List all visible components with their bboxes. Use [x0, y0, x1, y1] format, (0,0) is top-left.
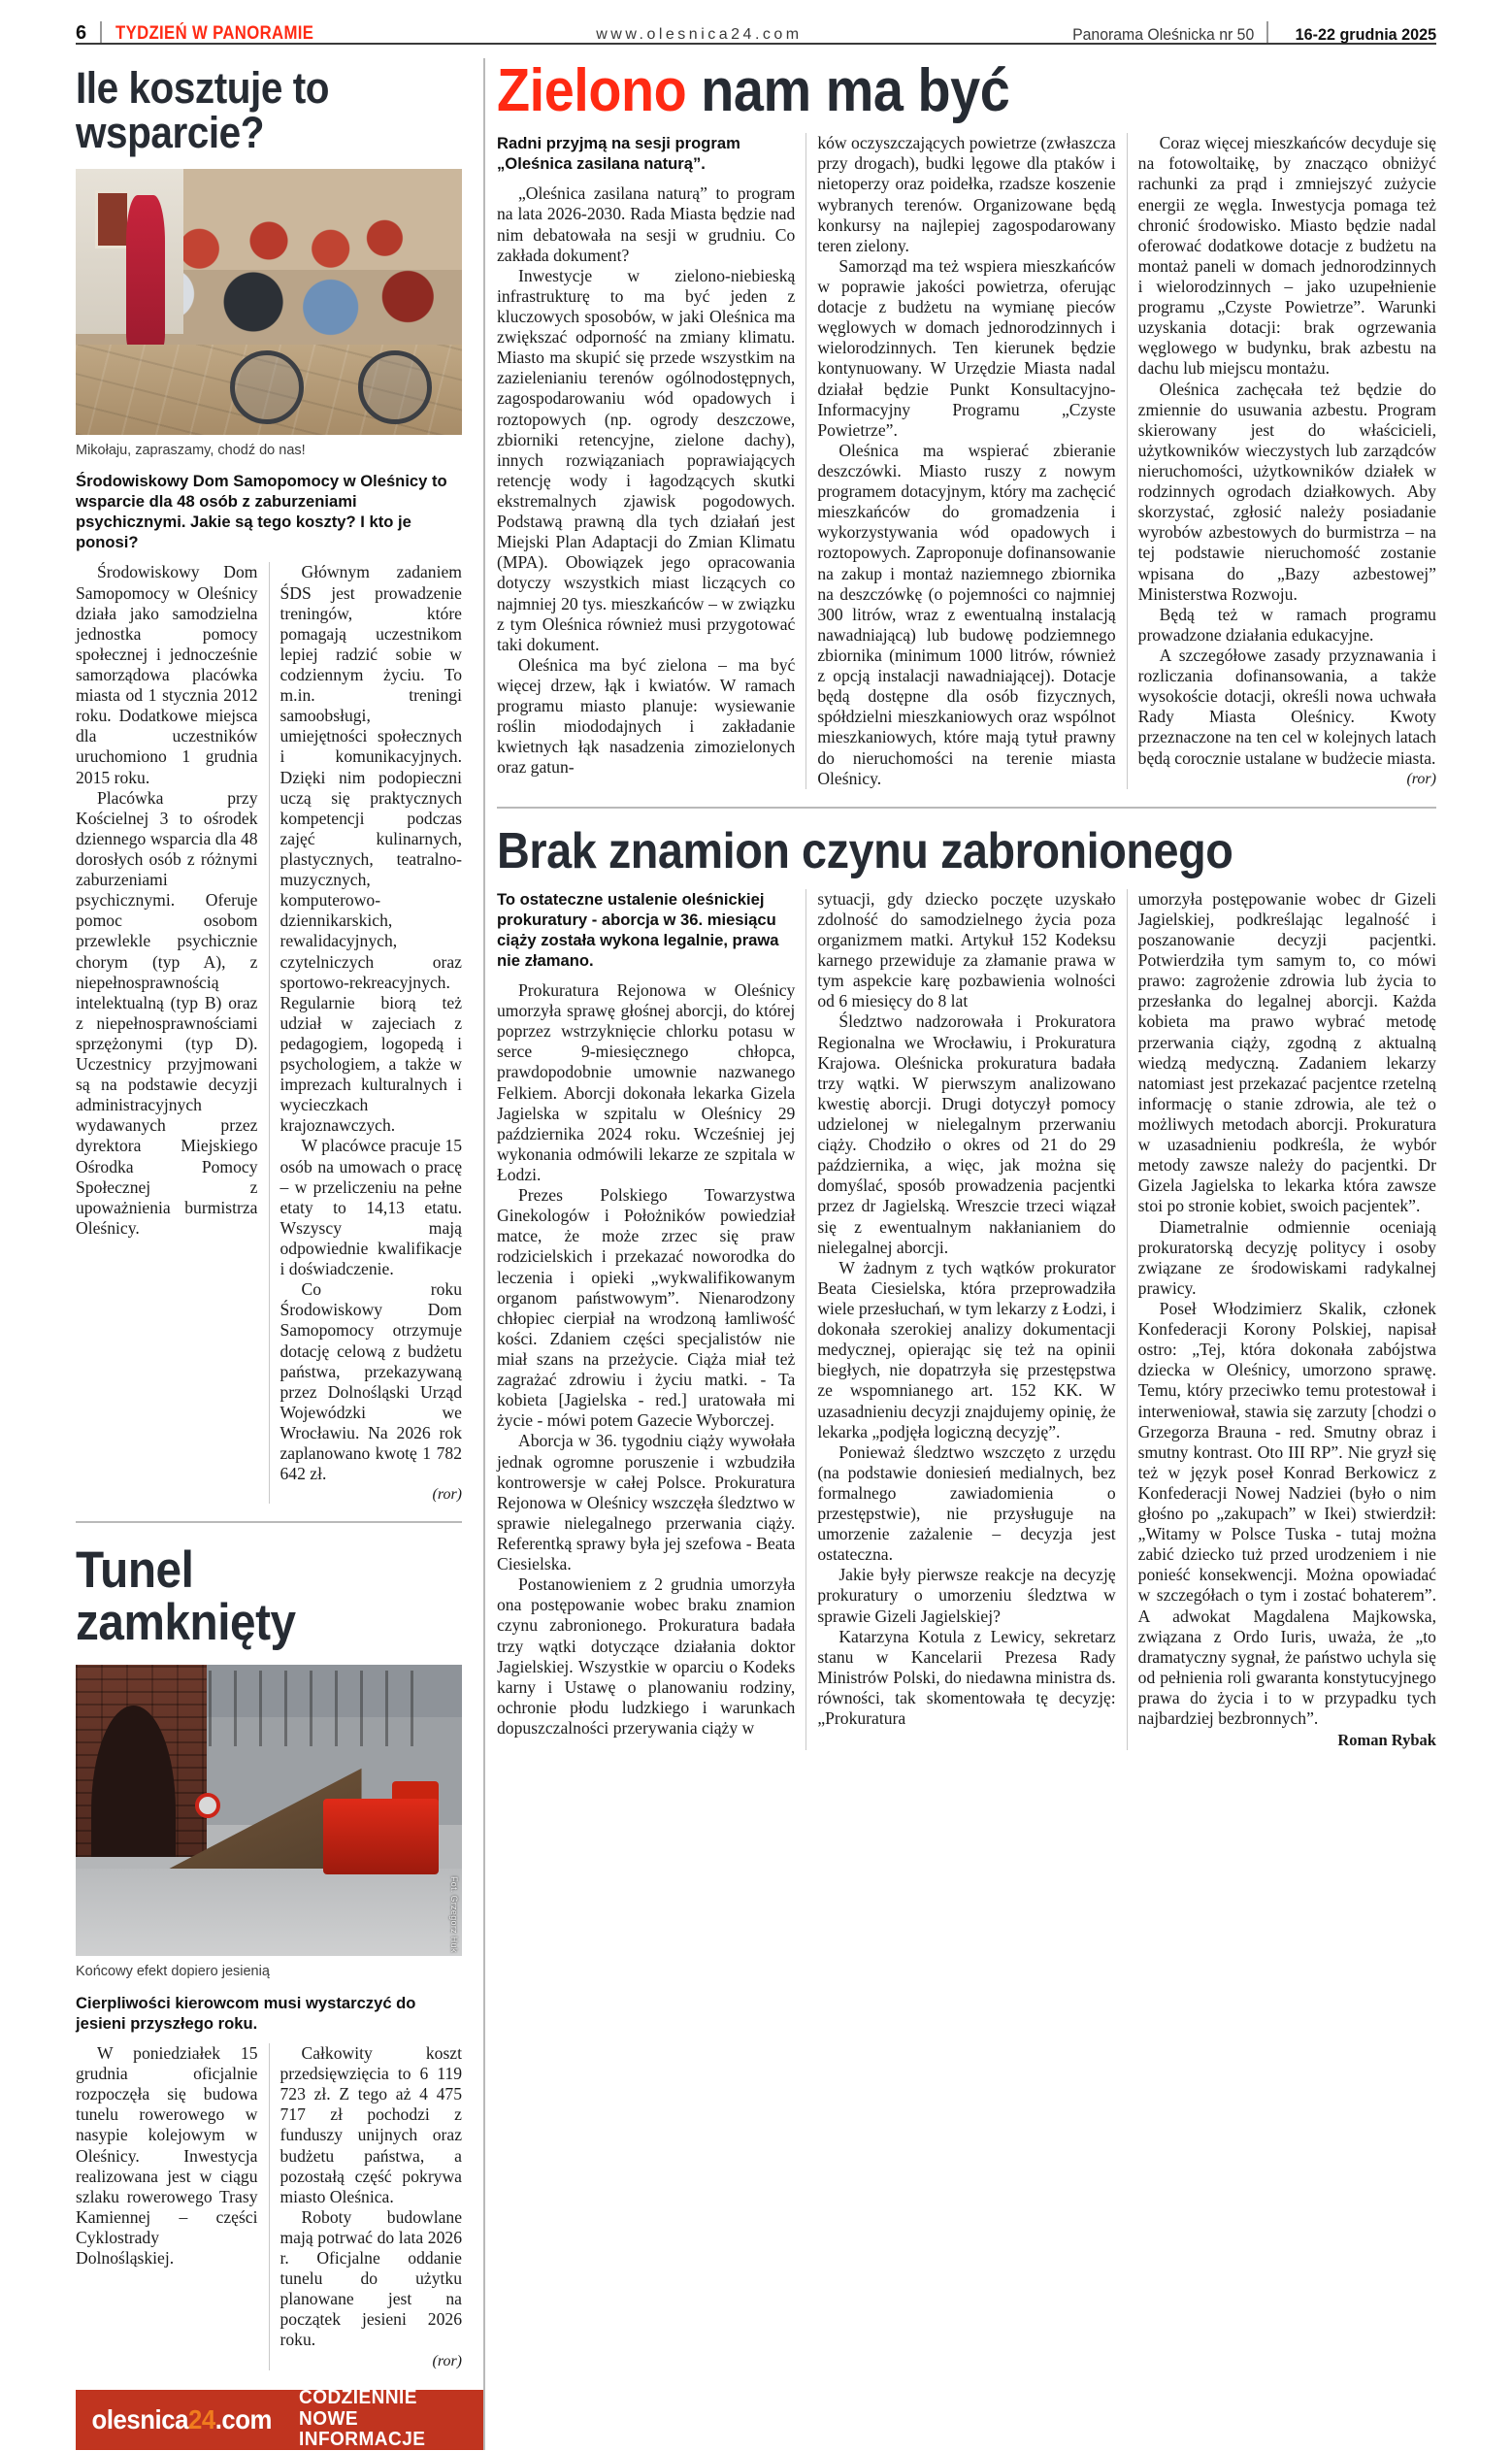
paragraph: Coraz więcej mieszkańców decyduje się na fotowoltaikę, by znacząco obniżyć rachunki za prąd i zmniejszyć zużycie energii ze węgla. Inwestycja pomaga też chronić środowisko. Miasto będzie nadal oferować dodatkowe dotacje z budżetu na montaż paneli w domach jednorodzinnych i wielorodzinnych – jako uzupełnienie programu „Czyste Powietrze”. Warunki uzyskania dotacji: brak ogrzewania węglowego w budynku, brak azbestu na dachu lub miejscu montażu. — [1137, 133, 1436, 379]
paragraph: Roboty budowlane mają potrwać do lata 2026 r. Oficjalne oddanie tunelu do użytku planowane jest na początek jesieni 2026 roku. — [279, 2206, 462, 2350]
article2-headline-red: Zielono — [497, 57, 687, 124]
page-body — [76, 45, 1436, 2450]
article-zielono-nam-ma-byc — [497, 45, 1436, 789]
section-title: TYDZIEŃ W PANORAMIE — [115, 23, 314, 44]
paragraph: Oleśnica zachęcała też będzie do zmiennie do usuwania azbestu. Program skierowany jest do właścicieli, użytkowników wieczystych lub zarządców nieruchomości, użytkowników działek w rodzinnych ogrodach działkowych. Aby skorzystać, zgłosić należy posiadanie wyrobów azbestowych do burmistrza – na tej podstawie nieruchomość zostanie wpisana do „Bazy azbestowej” Ministerstwa Rozwoju. — [1137, 379, 1436, 604]
paragraph: Poseł Włodzimierz Skalik, członek Konfederacji Korony Polskiej, napisał ostro: „Tej, która dokonała zabójstwa dziecka w Oleśnicy, umorzono sprawę. Temu, który przeciwko temu protestował i interweniował, stawia się zarzuty [chodzi o Grzegorza Brauna - red. Smutny obraz i smutny kontrast. Oto III RP”. Nie gryzł się też w język poseł Konrad Berkowicz z Konfederacji Nowej Nadziei (było o nim głośno po „zakupach” w Ikei) stwierdził: „Witamy w Polsce Tuska - tutaj można zabić dziecko tuż przed urodzeniem i nie ponieść konsekwencji. Można opowiadać w szczegółach o tym i zostać bohaterem”. A adwokat Magdalena Majkowska, związana z Ordo Iuris, uważa, że „to dramatyczny sygnał, że państwo uchyla się od pełnienia roli gwaranta konstytucyjnego prawa do życia i to w przypadku tych najbardziej bezbronnych”. — [1137, 1298, 1436, 1729]
article4-col3 — [1127, 889, 1436, 1750]
article2-col2 — [805, 133, 1126, 789]
article1-headline: Ile kosztuje to wsparcie? — [76, 63, 330, 157]
article-tunel-zamkniety — [76, 1523, 462, 2369]
article3-photo-credit: Fot. Grzegorz Huk — [449, 1875, 459, 1953]
masthead-date: 16-22 grudnia 2025 — [1295, 25, 1436, 44]
paragraph: Postanowieniem z 2 grudnia umorzyła ona postępowanie wobec braku znamion czynu zabronionego. Prokuratura badała trzy wątki dotyczące działania doktor Jagielskiej. Wszystkie w oparciu o Kodeks karny i Ustawę o planowaniu rodziny, ochronie płodu ludzkiego i warunkach dopuszczalności przerywania ciąży w — [497, 1574, 796, 1738]
article1-photo-caption: Mikołaju, zapraszamy, chodź do nas! — [76, 442, 306, 458]
paragraph: Będą też w ramach programu prowadzone działania edukacyjne. — [1137, 604, 1436, 645]
ad-logo-number: 24 — [187, 2403, 215, 2434]
ad-logo-left: olesnica — [91, 2403, 188, 2434]
ad-slogan-line2: NOWE INFORMACJE — [298, 2407, 425, 2451]
ad-slogan — [299, 2388, 483, 2451]
article1-signature: (ror) — [432, 1486, 462, 1504]
paragraph: Jakie były pierwsze reakcje na decyzję prokuratury o umorzeniu śledztwa w sprawie Gizeli Jagielskiej? — [817, 1565, 1116, 1626]
article3-columns — [76, 2043, 462, 2370]
article1-lead: Środowiskowy Dom Samopomocy w Oleśnicy to wsparcie dla 48 osób z zaburzeniami psychicznymi. Jakie są tego koszty? I kto je ponosi? — [76, 472, 447, 552]
article2-col3 — [1127, 133, 1436, 789]
paragraph: Placówka przy Kościelnej 3 to ośrodek dziennego wsparcia dla 48 dorosłych osób z różnymi zaburzeniami psychicznymi. Oferuje pomoc osobom przewlekle psychicznie chorym (typ A), z niepełnosprawnością intelektualną (typ B) oraz z niepełnosprawnościami sprzężonymi (typ D). Uczestnicy przyjmowani są na podstawie decyzji administracyjnych wydawanych przez dyrektora Miejskiego Ośrodka Pomocy Społecznej z upoważnienia burmistrza Oleśnicy. — [76, 787, 258, 1238]
article2-columns — [497, 133, 1436, 789]
article4-col1 — [497, 889, 805, 1750]
article2-col1 — [497, 133, 805, 789]
paragraph: W żadnym z tych wątków prokurator Beata Ciesielska, która przeprowadziła wiele przesłuchań, w tym lekarzy z Łodzi, i dokonała szerokiej analizy dokumentacji medycznej, opierając się też na opinii biegłych, nie dopatrzyła się przestępstwa ze wspomnianego art. 152 KK. W uzasadnieniu decyzji znajdujemy opinię, że lekarka „podjęła logiczną decyzję”. — [817, 1257, 1116, 1441]
paragraph: Oleśnica ma wspierać zbieranie deszczówki. Miasto ruszy z nowym programem dotacyjnym, który ma zachęcić mieszkańców do gromadzenia i wykorzystywania wód opadowych i roztopowych. Zaproponuje dofinansowanie na zakup i montaż naziemnego zbiornika na deszczówkę (o pojemności co najmniej 300 litrów, wraz z ewentualną instalacją nawadniającą) lub budowę podziemnego zbiornika (minimum 1000 litrów, również z opcją instalacji nawadniającej). Dotacje będą dostępne dla osób fizycznych, spółdzielni mieszkaniowych oraz wspólnot mieszkaniowych, które mają tytuł prawny do nieruchomości na terenie miasta Oleśnicy. — [817, 440, 1116, 788]
paragraph: W poniedziałek 15 grudnia oficjalnie rozpoczęła się budowa tunelu rowerowego w nasypie kolejowym w Oleśnicy. Inwestycja realizowana jest w ciągu szlaku rowerowego Trasy Kamiennej – części Cyklostrady Dolnośląskiej. — [76, 2042, 258, 2269]
masthead-divider-1 — [100, 21, 102, 43]
left-column — [76, 45, 483, 2450]
article3-photo-caption: Końcowy efekt dopiero jesienią — [76, 1964, 270, 1980]
article1-col2 — [269, 562, 463, 1504]
article2-headline-rest: nam ma być — [686, 57, 1010, 124]
article4-lead: To ostateczne ustalenie oleśnickiej prokuratury - aborcja w 36. miesiącu ciąży została wykona legalnie, prawa nie złamano. — [497, 889, 779, 970]
vertical-rule-main — [483, 58, 485, 2450]
paragraph: Prokuratura Rejonowa w Oleśnicy umorzyła sprawę głośnej aborcji, do której poprzez wstrzyknięcie chlorku potasu w serce 9-miesięcznego chłopca, prawdopodobnie umownie nazwanego Felkiem. Aborcji dokonała lekarka Gizela Jagielska w szpitalu w Oleśnicy 29 października 2024 roku. Wcześniej jej wykonania odmówili lekarze ze szpitala w Łodzi. — [497, 980, 796, 1184]
paragraph: „Oleśnica zasilana naturą” to program na lata 2026-2030. Rada Miasta będzie nad nim debatowała na sesji w grudniu. Co zakłada dokument? — [497, 183, 796, 265]
paragraph: ków oczyszczających powietrze (zwłaszcza przy drogach), budki lęgowe dla ptaków i nietoperzy oraz poidełka, rzadsze koszenie wybranych terenów. Organizowane będą konkursy na najlepiej zagospodarowany teren zielony. — [817, 133, 1116, 255]
paragraph: Aborcja w 36. tygodniu ciąży wywołała jednak ogromne poruszenie i wzbudziła kontrowersje w całej Polsce. Prokuratura Rejonowa w Oleśnicy wszczęła śledztwo w sprawie nielegalnego przerwania ciąży. Referentką sprawy była jej szefowa - Beata Ciesielska. — [497, 1431, 796, 1574]
masthead-website: www.olesnica24.com — [596, 26, 803, 43]
paragraph: Katarzyna Kotula z Lewicy, sekretarz stanu w Kancelarii Prezesa Rady Ministrów Polski, do niedawna ministra ds. równości, tak skomentowała tę decyzję: „Prokuratura — [817, 1626, 1116, 1729]
paragraph: Oleśnica ma być zielona – ma być więcej drzew, łąk i kwiatów. W ramach programu miasto planuje: wysiewanie roślin miododajnych i zakładanie kwietnych łąk nasadzenia zimozielonych oraz gatun- — [497, 654, 796, 778]
ad-banner-olesnica24[interactable] — [76, 2387, 483, 2451]
paragraph: Głównym zadaniem ŚDS jest prowadzenie treningów, które pomagają uczestnikom lepiej radzić sobie w codziennym życiu. To m.in. treningi samoobsługi, umiejętności społecznych i komunikacyjnych. Dzięki nim podopieczni uczą się praktycznych kompetencji podczas zajęć kulinarnych, plastycznych, teatralno-muzycznych, komputerowo-dziennikarskich, rewalidacyjnych, czytelniczych oraz sportowo-rekreacyjnych. Regularnie biorą też udział w zajeciach z pedagogiem, logopedą i psychologiem, a także w imprezach kulturalnych i wycieczkach krajoznawczych. — [279, 562, 462, 1136]
paragraph: Prezes Polskiego Towarzystwa Ginekologów i Położników powiedział matce, że może zrzec się praw rodzicielskich i przekazać noworodka do leczenia i opieki „wykwalifikowanym organom państwowym”. Nienarodzony chłopiec cierpiał na wrodzoną łamliwość kości. Zdaniem części specjalistów nie miał szans na przeżycie. Ciąża miał też zagrażać zdrowiu i życiu matki. - Ta kobieta [Jagielska - red.] uratowała mi życie - mówi potem Gazecie Wyborczej. — [497, 1185, 796, 1431]
paragraph: Inwestycje w zielono-niebieską infrastrukturę to ma być jeden z kluczowych sposobów, w jaki Oleśnica ma zwiększać odporność na zmiany klimatu. Miasto ma skupić się przede wszystkim na zazielenianiu terenów ogólnodostępnych, zagospodarowaniu wód opadowych i roztopowych (np. ogrody deszczowe, zbiorniki retencyjne, zielone dachy), innych rozwiązaniach poprawiających retencję wody i łagodzących skutki ekstremalnych zjawisk pogodowych. Podstawą prawną dla tych działań jest Miejski Plan Adaptacji do Zmian Klimatu (MPA). Obowiązek jego opracowania dotyczy wszystkich miast liczących co najmniej 20 tys. mieszkańców – w związku z tym Oleśnica również musi przygotować taki dokument. — [497, 265, 796, 654]
ad-logo-right: .com — [214, 2403, 273, 2434]
article3-col2 — [269, 2043, 463, 2370]
paragraph: Ponieważ śledztwo wszczęto z urzędu (na podstawie doniesień medialnych, bez formalnego zawiadomienia o przestępstwie), nie przysługuje na umorzenie zażalenie – decyzja jest ostateczna. — [817, 1441, 1116, 1565]
article3-headline: Tunel zamknięty — [76, 1541, 296, 1652]
article4-col2 — [805, 889, 1126, 1750]
paragraph: Całkowity koszt przedsięwzięcia to 6 119 723 zł. Z tego aż 4 475 717 zł pochodzi z funduszy unijnych oraz budżetu państwa, a pozostałą część pokrywa miasto Oleśnica. — [279, 2042, 462, 2206]
article1-photo — [76, 169, 462, 435]
page-number: 6 — [76, 22, 87, 44]
paragraph: Śledztwo nadzorowała i Prokuratora Regionalna we Wrocławiu, i Prokuratura Krajowa. Oleśnicka prokuratura badała trzy wątki. W pierwszym analizowano kwestię aborcji. Drugi dotyczył pomocy udzielonej w nielegalnym przerwaniu ciąży. Chodziło o okres od 21 do 29 października, a więc, jak można się domyślać, sposób prowadzenia pacjentki przez dr Jagielską. Wreszcie trzeci wiązał się z ewentualnym nakłanianiem do nielegalnej aborcji. — [817, 1011, 1116, 1257]
article3-col1 — [76, 2043, 269, 2370]
article1-col1 — [76, 562, 269, 1504]
paragraph: Samorząd ma też wspiera mieszkańców w poprawie jakości powietrza, oferując dotacje z budżetu na wymianę pieców węglowych w domach jednorodzinnych i wielorodzinnych. Ten kierunek będzie kontynuowany. W Urzędzie Miasta nadal działał będzie Punkt Konsultacyjno-Informacyjny Programu „Czyste Powietrze”. — [817, 255, 1116, 440]
paragraph: Diametralnie odmiennie oceniają prokuratorską decyzję politycy i osoby związane ze środowiskami radykalnej prawicy. — [1137, 1216, 1436, 1298]
ad-logo — [76, 2404, 272, 2435]
article4-headline: Brak znamion czynu zabronionego — [497, 822, 1233, 879]
masthead-issue: Panorama Oleśnicka nr 50 — [1071, 25, 1254, 44]
article-ile-kosztuje — [76, 45, 462, 1504]
article3-signature: (ror) — [432, 2352, 462, 2369]
article-brak-znamion — [497, 809, 1436, 1751]
ad-slogan-line1: CODZIENNIE — [298, 2387, 417, 2409]
page-masthead — [76, 0, 1436, 45]
paragraph: Co roku Środowiskowy Dom Samopomocy otrzymuje dotację celową z budżetu państwa, przekazywaną przez Dolnośląski Urząd Wojewódzki we Wrocławiu. Na 2026 rok zaplanowano kwotę 1 782 642 zł. — [279, 1279, 462, 1484]
right-column — [497, 45, 1436, 2450]
article4-columns — [497, 889, 1436, 1750]
article4-signature: Roman Rybak — [1337, 1731, 1436, 1750]
article1-columns — [76, 562, 462, 1504]
article3-lead: Cierpliwości kierowcom musi wystarczyć do jesieni przyszłego roku. — [76, 1993, 416, 2033]
article2-headline — [497, 45, 1342, 133]
paragraph: sytuacji, gdy dziecko poczęte uzyskało zdolność do samodzielnego życia poza organizmem matki. Artykuł 152 Kodeksu karnego przewiduje za złamanie prawa w tym aspekcie karę pozbawienia wolności od 6 miesięcy do 8 lat — [817, 888, 1116, 1011]
paragraph: A szczegółowe zasady przyznawania i rozliczania dofinansowania, a także wysokoście dotacji, określi nowa uchwała Rady Miasta Oleśnicy. Kwoty przeznaczone na ten cel w kolejnych latach będą corocznie ustalane w budżecie miasta. — [1137, 645, 1436, 768]
paragraph: W placówce pracuje 15 osób na umowach o pracę – w przeliczeniu na pełne etaty to 14,13 etatu. Wszyscy mają odpowiednie kwalifikacje i doświadczenie. — [279, 1136, 462, 1279]
paragraph: umorzyła postępowanie wobec dr Gizeli Jagielskiej, podkreślając legalność i poszanowanie decyzji pacjentki. Potwierdziła tym samym to, co mówi prawo: zagrożenie zdrowia lub życia to przesłanka do legalnej aborcji. Każda kobieta ma prawo wybrać metodę przerwania ciąży, zgodną z aktualną wiedzą medyczną. Zadaniem lekarzy natomiast jest przekazać pacjentce rzetelną informację o stanie zdrowia, ale też o możliwych metodach aborcji. Prokuratura w uzasadnieniu podkreśla, że wybór metody zawsze należy do pacjentki. Dr Gizela Jagielska to lekarka która zawsze stoi po stronie kobiet, swoich pacjentek”. — [1137, 888, 1436, 1216]
article2-signature: (ror) — [1406, 770, 1436, 787]
article2-lead: Radni przyjmą na sesji program „Oleśnica zasilana naturą”. — [497, 134, 740, 174]
article3-photo — [76, 1665, 462, 1956]
paragraph: Środowiskowy Dom Samopomocy w Oleśnicy działa jako samodzielna jednostka pomocy społecznej i jednocześnie samorządowa placówka miasta od 1 stycznia 2012 roku. Dodatkowe miejsca dla uczestników uruchomiono 1 grudnia 2015 roku. — [76, 562, 258, 787]
